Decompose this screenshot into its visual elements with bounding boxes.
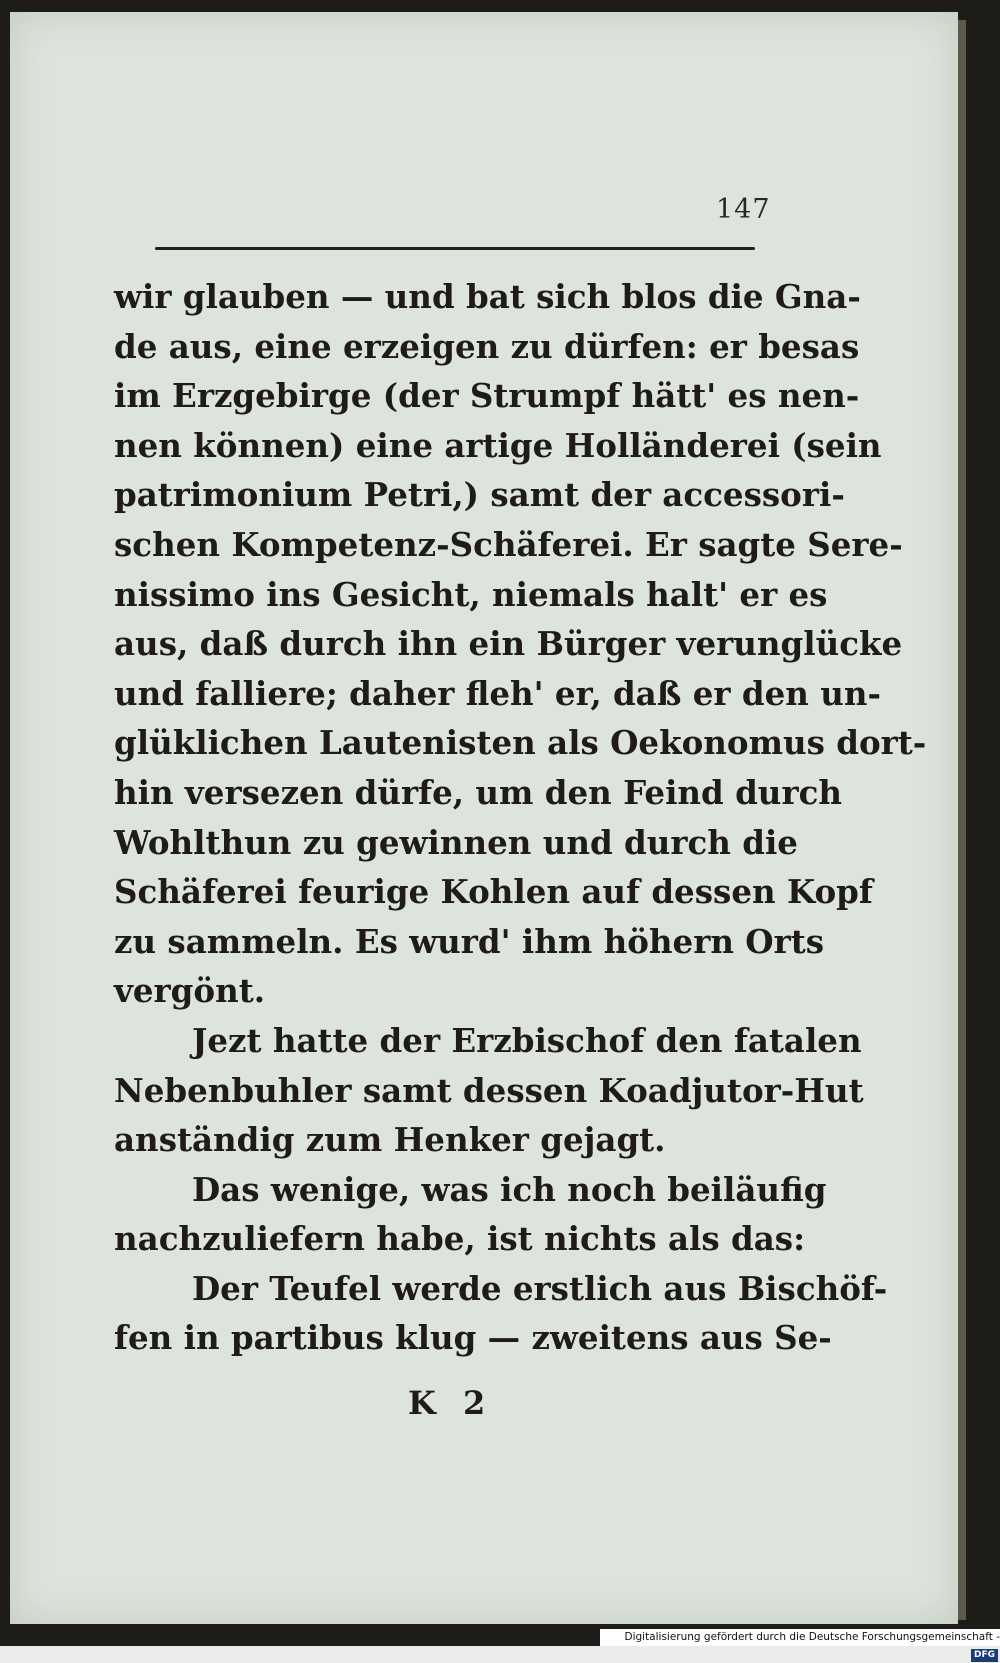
- text-line: Wohlthun zu gewinnen und durch die: [114, 822, 798, 862]
- dfg-logo: DFG: [971, 1649, 998, 1662]
- text-line: patrimonium Petri,) samt der accessori-: [114, 475, 845, 515]
- footer-text: Digitalisierung gefördert durch die Deutsche Forschungsgemeinschaft -: [624, 1631, 1000, 1643]
- text-line: anständig zum Henker gejagt.: [114, 1120, 666, 1160]
- text-line: zu sammeln. Es wurd' ihm höhern Orts: [114, 921, 825, 961]
- text-line: glüklichen Lautenisten als Oekonomus dort-: [114, 723, 927, 763]
- signature-mark: K 2: [408, 1384, 494, 1422]
- text-line: im Erzgebirge (der Strumpf hätt' es nen-: [114, 376, 860, 416]
- text-line: Der Teufel werde erstlich aus Bischöf-: [192, 1268, 888, 1308]
- text-line: nen können) eine artige Holländerei (sein: [114, 425, 882, 465]
- header-rule: [155, 247, 755, 250]
- text-line: fen in partibus klug — zweitens aus Se-: [114, 1318, 832, 1358]
- text-line: de aus, eine erzeigen zu dürfen: er besas: [114, 326, 860, 366]
- page-number: 147: [716, 194, 771, 225]
- text-line: wir glauben — und bat sich blos die Gna-: [114, 277, 861, 316]
- text-line: nachzuliefern habe, ist nichts als das:: [114, 1219, 806, 1259]
- text-line: nissimo ins Gesicht, niemals halt' er es: [114, 574, 828, 614]
- text-line: Schäferei feurige Kohlen auf dessen Kopf: [114, 872, 873, 912]
- text-line: Jezt hatte der Erzbischof den fatalen: [192, 1020, 862, 1060]
- text-line: Nebenbuhler samt dessen Koadjutor-Hut: [114, 1070, 864, 1110]
- page-edge: [958, 20, 966, 1620]
- text-line: aus, daß durch ihn ein Bürger verunglücke: [114, 624, 903, 664]
- text-line: schen Kompetenz-Schäferei. Er sagte Sere-: [114, 524, 903, 564]
- page-text: [114, 272, 927, 1363]
- footer-credit: [600, 1629, 1000, 1660]
- text-line: vergönt.: [114, 971, 266, 1011]
- text-line: und falliere; daher fleh' er, daß er den un-: [114, 673, 881, 713]
- text-line: Das wenige, was ich noch beiläufig: [192, 1169, 827, 1209]
- text-line: hin versezen dürfe, um den Feind durch: [114, 772, 842, 812]
